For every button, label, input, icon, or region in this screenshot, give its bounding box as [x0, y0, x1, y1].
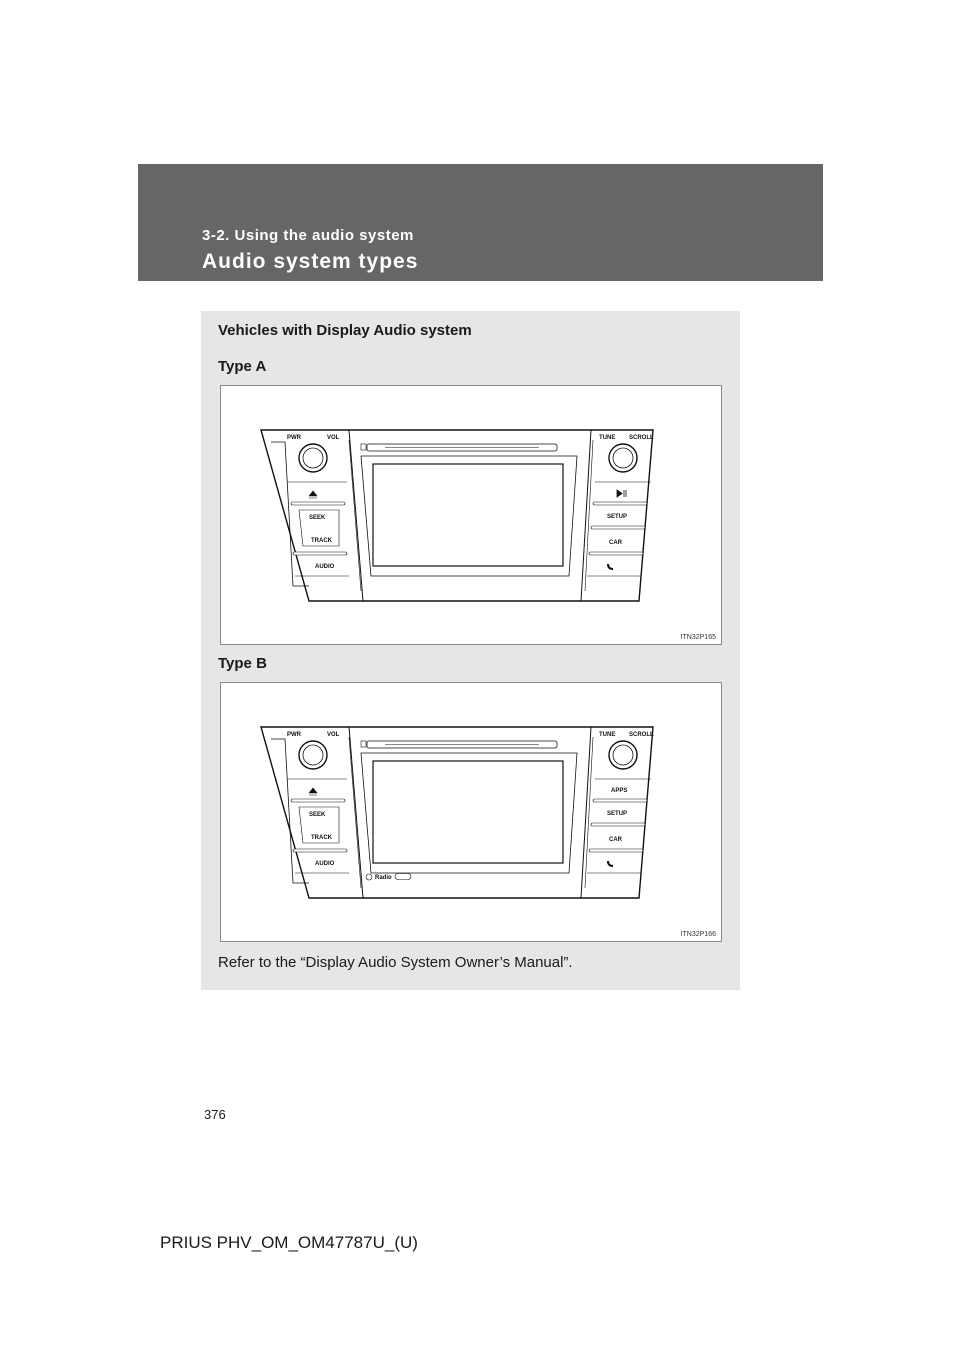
scroll-label: SCROLL [629, 435, 654, 441]
scroll-label: SCROLL [629, 732, 654, 738]
apps-button[interactable]: APPS [611, 788, 628, 794]
setup-button[interactable]: SETUP [607, 514, 628, 520]
panel-title: Vehicles with Display Audio system [218, 322, 472, 339]
reference-note: Refer to the “Display Audio System Owner’s Manual”. [218, 954, 573, 971]
vol-label: VOL [327, 435, 340, 441]
tune-label: TUNE [599, 732, 616, 738]
type-a-figure [220, 385, 722, 645]
hd-radio-label: Radio [375, 875, 392, 881]
vol-label: VOL [327, 732, 340, 738]
track-button[interactable]: TRACK [311, 538, 332, 544]
pwr-label: PWR [287, 732, 301, 738]
document-id: PRIUS PHV_OM_OM47787U_(U) [160, 1233, 418, 1252]
type-b-head-unit-illustration [221, 683, 721, 941]
seek-button[interactable]: SEEK [309, 515, 326, 521]
pwr-label: PWR [287, 435, 301, 441]
type-b-label: Type B [218, 655, 267, 672]
type-b-figure [220, 682, 722, 942]
section-label: 3-2. Using the audio system [202, 227, 414, 244]
type-a-label: Type A [218, 358, 267, 375]
seek-button[interactable]: SEEK [309, 812, 326, 818]
car-button[interactable]: CAR [609, 540, 622, 546]
page-number: 376 [204, 1107, 226, 1122]
figure-code: ITN32P165 [680, 634, 716, 641]
page-title: Audio system types [202, 250, 419, 273]
car-button[interactable]: CAR [609, 837, 622, 843]
audio-button[interactable]: AUDIO [315, 861, 335, 867]
type-a-head-unit-illustration [221, 386, 721, 644]
track-button[interactable]: TRACK [311, 835, 332, 841]
tune-label: TUNE [599, 435, 616, 441]
setup-button[interactable]: SETUP [607, 811, 628, 817]
audio-button[interactable]: AUDIO [315, 564, 335, 570]
figure-code: ITN32P166 [680, 931, 716, 938]
